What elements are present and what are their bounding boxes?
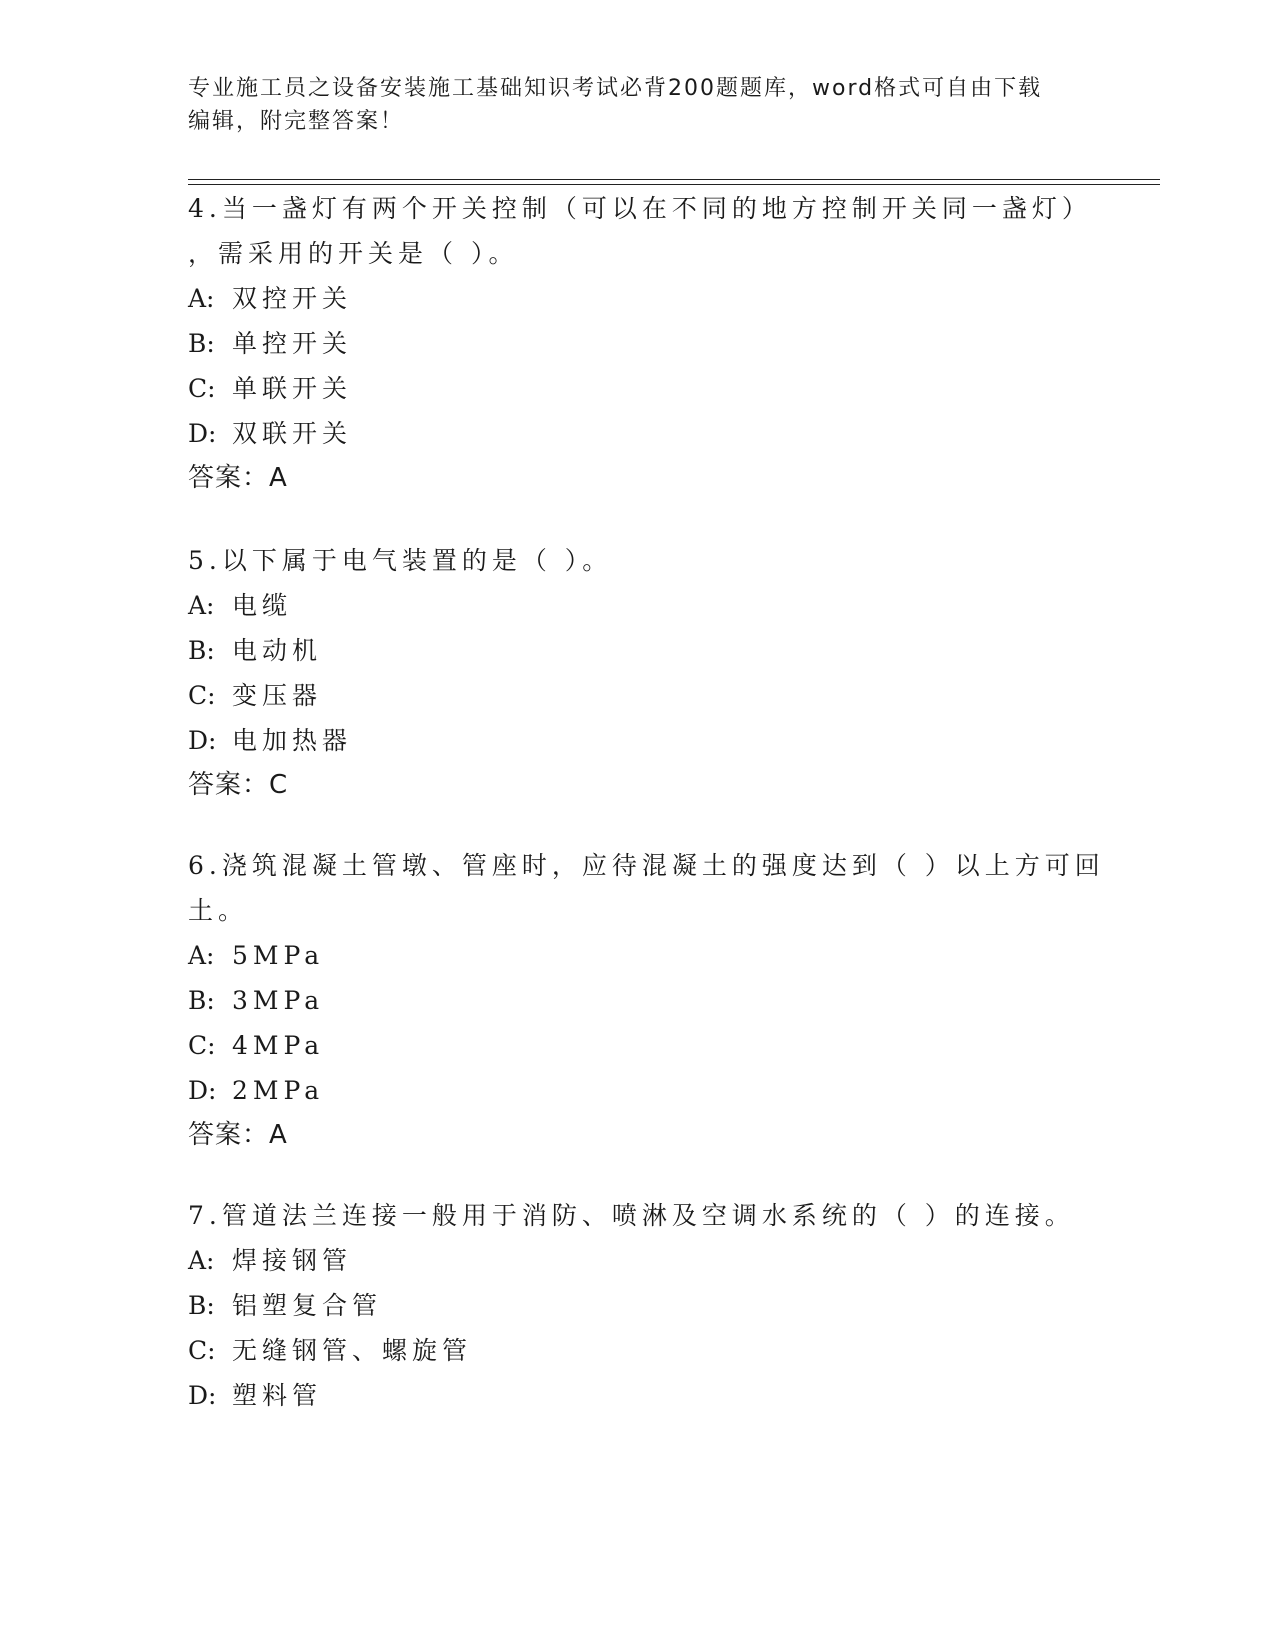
option-text: 变压器 [232,681,323,710]
header-divider-bottom [188,184,1160,185]
option-b [188,1283,1108,1328]
option-a [188,276,1108,321]
option-letter: C: [188,1031,216,1060]
question-4 [188,186,1108,501]
option-letter: D: [188,726,217,755]
option-text: 电动机 [232,636,323,665]
option-text: 3MPa [232,986,325,1015]
question-5 [188,538,1108,808]
option-letter: C: [188,1336,216,1365]
option-text: 无缝钢管、螺旋管 [232,1336,473,1365]
question-stem-line: 4.当一盏灯有两个开关控制（可以在不同的地方控制开关同一盏灯） [188,194,1092,223]
question-7 [188,1193,1108,1418]
question-stem-line: 7.管道法兰连接一般用于消防、喷淋及空调水系统的（ ）的连接。 [188,1201,1075,1230]
option-text: 电缆 [232,591,293,620]
option-letter: A: [188,1246,215,1275]
option-c [188,1328,1108,1373]
option-letter: B: [188,986,215,1015]
header-line-2: 编辑，附完整答案！ [188,109,405,134]
option-letter: A: [188,941,215,970]
question-stem-line: ，需采用的开关是（ ）。 [188,239,519,268]
question-stem-line: 6.浇筑混凝土管墩、管座时，应待混凝土的强度达到（ ）以上方可回 [188,851,1105,880]
option-text: 5MPa [232,941,325,970]
option-b [188,628,1108,673]
option-letter: A: [188,591,215,620]
option-a [188,933,1108,978]
option-d [188,411,1108,456]
option-letter: C: [188,374,216,403]
option-letter: D: [188,1076,217,1105]
option-b [188,321,1108,366]
answer-line: 答案：C [188,770,289,800]
question-stem-line: 5.以下属于电气装置的是（ ）。 [188,546,613,575]
option-letter: B: [188,1291,215,1320]
option-d [188,1373,1108,1418]
option-letter: C: [188,681,216,710]
option-c [188,673,1108,718]
option-text: 铝塑复合管 [232,1291,383,1320]
option-c [188,1023,1108,1068]
option-letter: B: [188,329,215,358]
question-6 [188,843,1108,1158]
option-text: 2MPa [232,1076,325,1105]
option-text: 单控开关 [232,329,353,358]
option-letter: B: [188,636,215,665]
option-letter: A: [188,284,215,313]
question-stem-line: 土。 [188,896,249,925]
option-b [188,978,1108,1023]
option-a [188,1238,1108,1283]
option-text: 双联开关 [232,419,353,448]
option-letter: D: [188,419,217,448]
header-divider-top [188,179,1160,180]
option-text: 电加热器 [232,726,353,755]
document-header [188,72,1088,138]
option-a [188,583,1108,628]
option-text: 单联开关 [232,374,353,403]
header-line-1: 专业施工员之设备安装施工基础知识考试必背200题题库，word格式可自由下载 [188,76,1043,101]
answer-line: 答案：A [188,463,288,493]
option-c [188,366,1108,411]
option-text: 双控开关 [232,284,353,313]
option-text: 焊接钢管 [232,1246,353,1275]
option-d [188,718,1108,763]
option-letter: D: [188,1381,217,1410]
option-d [188,1068,1108,1113]
option-text: 4MPa [232,1031,325,1060]
answer-line: 答案：A [188,1120,288,1150]
option-text: 塑料管 [232,1381,323,1410]
